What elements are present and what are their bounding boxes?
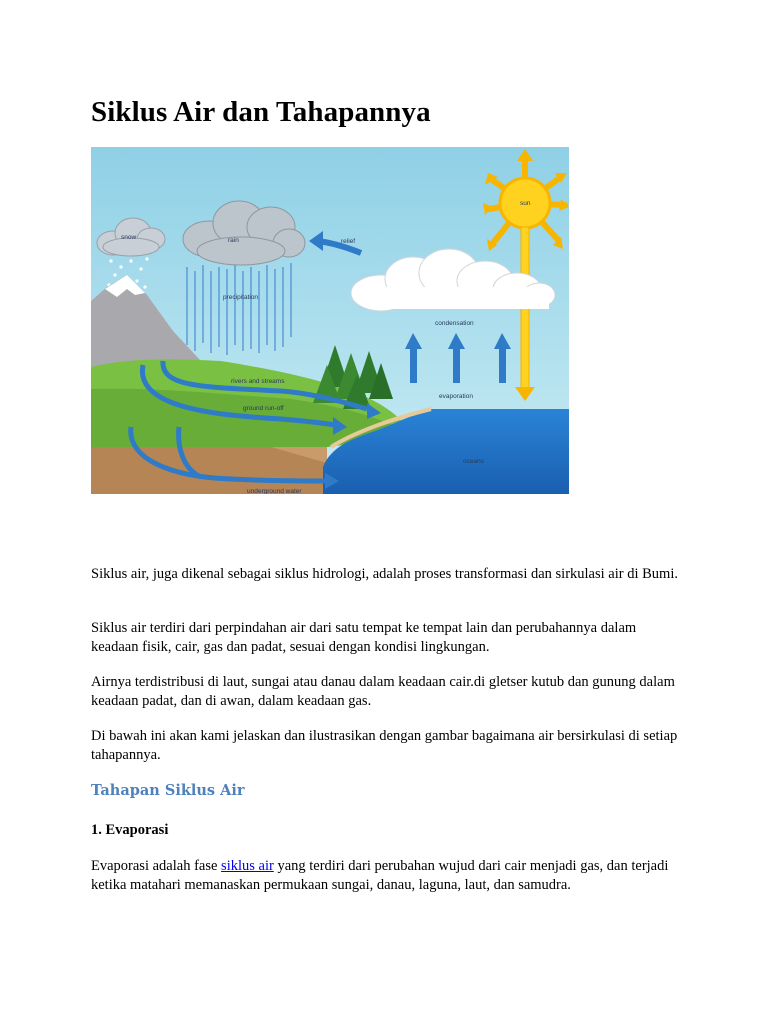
siklus-air-link[interactable]: siklus air <box>221 858 274 874</box>
svg-text:rain: rain <box>228 237 239 244</box>
svg-text:evaporation: evaporation <box>439 393 473 400</box>
svg-text:sun: sun <box>520 200 531 207</box>
svg-text:relief: relief <box>341 238 356 245</box>
svg-text:rivers and streams: rivers and streams <box>231 378 285 385</box>
svg-text:condensation: condensation <box>435 320 474 327</box>
paragraph-evaporasi <box>91 857 681 895</box>
svg-text:ground run-off: ground run-off <box>243 405 284 412</box>
svg-text:underground water: underground water <box>247 488 302 494</box>
paragraph-distribution: Airnya terdistribusi di laut, sungai atau danau dalam keadaan cair.di gletser kutub dan gunung dalam keadaan padat, dan di awan, dalam keadaan gas. <box>91 674 675 709</box>
page-title: Siklus Air dan Tahapannya <box>91 96 431 128</box>
paragraph-intro: Siklus air, juga dikenal sebagai siklus hidrologi, adalah proses transformasi dan sirkulasi air di Bumi. <box>91 566 678 582</box>
paragraph-movement: Siklus air terdiri dari perpindahan air dari satu tempat ke tempat lain dan perubahannya dalam keadaan fisik, cair, gas dan padat, sesuai dengan kondisi lingkungan. <box>91 620 637 655</box>
svg-text:snow: snow <box>121 234 137 241</box>
subsection-heading: 1. Evaporasi <box>91 822 169 838</box>
evaporasi-text-before: Evaporasi adalah fase <box>91 858 222 874</box>
evaporasi-text-after: yang terdiri dari perubahan wujud dari cair menjadi gas, dan terjadi ketika matahari memanaskan permukaan sungai, danau, laguna, laut, dan samudra. <box>91 858 669 893</box>
section-heading: Tahapan Siklus Air <box>91 782 245 799</box>
paragraph-explanation: Di bawah ini akan kami jelaskan dan ilustrasikan dengan gambar bagaimana air bersirkulasi di setiap tahapannya. <box>91 728 678 763</box>
svg-text:precipitation: precipitation <box>223 294 259 301</box>
water-cycle-diagram <box>91 147 569 494</box>
svg-text:oceans: oceans <box>463 458 484 465</box>
